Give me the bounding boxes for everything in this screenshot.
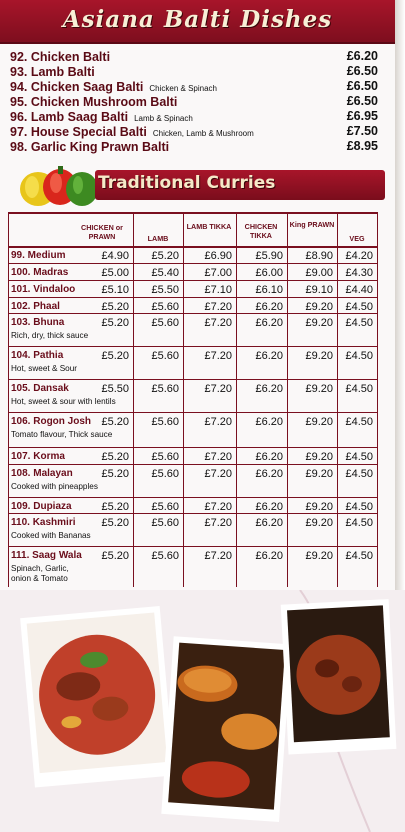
- price-cell: £4.50: [345, 468, 373, 480]
- list-item: [10, 109, 378, 124]
- dish-price: £6.95: [346, 109, 378, 123]
- column-header: LAMB TIKKA: [186, 222, 232, 231]
- dish-name: 100. Madras: [11, 267, 69, 278]
- table-divider: [8, 263, 378, 264]
- column-header: VEG: [349, 234, 365, 243]
- table-divider: [236, 212, 237, 587]
- price-cell: £4.20: [345, 250, 373, 262]
- dish-name: 99. Medium: [11, 250, 66, 261]
- price-cell: £5.60: [151, 383, 179, 395]
- table-divider: [377, 212, 378, 587]
- price-cell: £5.20: [101, 416, 129, 428]
- dish-price: £6.50: [346, 94, 378, 108]
- dish-description: Tomato flavour, Thick sauce: [11, 430, 113, 439]
- dish-name: 105. Dansak: [11, 383, 69, 394]
- curry-bowls-photo: [161, 636, 291, 822]
- dish-name: 98. Garlic King Prawn Balti: [10, 140, 170, 154]
- price-cell: £7.20: [204, 383, 232, 395]
- price-cell: £9.10: [305, 284, 333, 296]
- table-divider: [8, 246, 378, 248]
- price-cell: £5.60: [151, 501, 179, 513]
- dish-name: 111. Saag Wala: [11, 550, 82, 561]
- price-cell: £7.20: [204, 468, 232, 480]
- price-cell: £5.20: [151, 250, 179, 262]
- price-cell: £7.20: [204, 550, 232, 562]
- price-cell: £5.20: [101, 468, 129, 480]
- price-cell: £6.20: [255, 451, 283, 463]
- price-cell: £6.20: [255, 501, 283, 513]
- curry-dish-photo: [281, 599, 397, 754]
- price-cell: £4.50: [345, 550, 373, 562]
- table-divider: [8, 346, 378, 347]
- dish-description: Hot, sweet & sour with lentils: [11, 397, 116, 406]
- price-cell: £9.20: [305, 416, 333, 428]
- price-cell: £7.20: [204, 501, 232, 513]
- price-cell: £5.60: [151, 301, 179, 313]
- price-cell: £7.20: [204, 416, 232, 428]
- dish-name: 104. Pathia: [11, 350, 64, 361]
- dish-price: £8.95: [346, 139, 378, 153]
- price-cell: £9.20: [305, 350, 333, 362]
- dish-name: 94. Chicken Saag Balti: [10, 80, 144, 94]
- dish-description: Cooked with Bananas: [11, 531, 91, 540]
- table-divider: [8, 313, 378, 314]
- column-header: CHICKEN TIKKA: [244, 222, 278, 240]
- balti-list: [10, 49, 378, 154]
- price-cell: £9.20: [305, 468, 333, 480]
- price-cell: £4.90: [101, 250, 129, 262]
- price-cell: £5.20: [101, 517, 129, 529]
- table-divider: [8, 497, 378, 498]
- price-cell: £6.20: [255, 517, 283, 529]
- balti-section-title: Asiana Balti Dishes: [62, 6, 333, 33]
- list-item: [10, 139, 378, 154]
- price-cell: £5.50: [151, 284, 179, 296]
- price-cell: £4.40: [345, 284, 373, 296]
- table-divider: [8, 212, 9, 587]
- price-cell: £4.50: [345, 517, 373, 529]
- price-cell: £5.60: [151, 416, 179, 428]
- dish-name: 97. House Special Balti: [10, 125, 147, 139]
- price-cell: £4.50: [345, 301, 373, 313]
- column-header: LAMB: [147, 234, 169, 243]
- price-cell: £5.20: [101, 317, 129, 329]
- price-cell: £6.20: [255, 301, 283, 313]
- dish-description: Spinach, Garlic, onion & Tomato: [11, 564, 69, 583]
- price-cell: £9.20: [305, 301, 333, 313]
- dish-description: Cooked with pineapples: [11, 482, 98, 491]
- price-cell: £9.20: [305, 550, 333, 562]
- dish-name: 102. Phaal: [11, 301, 60, 312]
- dish-price: £6.50: [346, 64, 378, 78]
- price-cell: £6.20: [255, 416, 283, 428]
- price-cell: £9.00: [305, 267, 333, 279]
- dish-name: 107. Korma: [11, 451, 65, 462]
- table-divider: [8, 464, 378, 465]
- table-divider: [183, 212, 184, 587]
- dish-name: 110. Kashmiri: [11, 517, 76, 528]
- price-cell: £5.20: [101, 550, 129, 562]
- price-cell: £7.20: [204, 517, 232, 529]
- dish-note: Chicken & Spinach: [149, 84, 217, 93]
- table-divider: [8, 412, 378, 413]
- price-cell: £5.10: [101, 284, 129, 296]
- table-divider: [8, 212, 378, 214]
- price-cell: £4.50: [345, 451, 373, 463]
- price-cell: £8.90: [305, 250, 333, 262]
- list-item: [10, 64, 378, 79]
- dish-note: Lamb & Spinach: [134, 114, 193, 123]
- price-cell: £5.60: [151, 451, 179, 463]
- dish-price: £6.20: [346, 49, 378, 63]
- price-cell: £4.50: [345, 383, 373, 395]
- dish-name: 92. Chicken Balti: [10, 50, 111, 64]
- table-divider: [8, 447, 378, 448]
- price-cell: £9.20: [305, 317, 333, 329]
- price-cell: £4.50: [345, 350, 373, 362]
- table-divider: [8, 379, 378, 380]
- list-item: [10, 124, 378, 139]
- dish-description: Rich, dry, thick sauce: [11, 331, 89, 340]
- price-cell: £4.50: [345, 416, 373, 428]
- price-cell: £5.20: [101, 350, 129, 362]
- column-header: CHICKEN or PRAWN: [81, 223, 123, 241]
- price-cell: £5.20: [101, 501, 129, 513]
- list-item: [10, 49, 378, 64]
- price-cell: £6.20: [255, 383, 283, 395]
- price-cell: £9.20: [305, 451, 333, 463]
- price-cell: £4.50: [345, 501, 373, 513]
- table-divider: [8, 513, 378, 514]
- price-cell: £7.20: [204, 301, 232, 313]
- dish-price: £7.50: [346, 124, 378, 138]
- column-header: King PRAWN: [289, 220, 335, 229]
- price-cell: £7.20: [204, 317, 232, 329]
- tandoori-photo: [20, 606, 174, 788]
- price-cell: £6.90: [204, 250, 232, 262]
- price-cell: £5.20: [101, 301, 129, 313]
- dish-description: Hot, sweet & Sour: [11, 364, 77, 373]
- price-cell: £4.50: [345, 317, 373, 329]
- price-cell: £7.10: [204, 284, 232, 296]
- price-cell: £7.20: [204, 350, 232, 362]
- price-cell: £7.20: [204, 451, 232, 463]
- bell-peppers-icon: [18, 163, 100, 209]
- dish-price: £6.50: [346, 79, 378, 93]
- price-cell: £5.40: [151, 267, 179, 279]
- dish-name: 95. Chicken Mushroom Balti: [10, 95, 178, 109]
- price-cell: £5.90: [255, 250, 283, 262]
- price-cell: £6.00: [255, 267, 283, 279]
- table-divider: [8, 280, 378, 281]
- price-cell: £6.20: [255, 468, 283, 480]
- list-item: [10, 94, 378, 109]
- list-item: [10, 79, 378, 94]
- price-cell: £5.60: [151, 550, 179, 562]
- table-divider: [8, 546, 378, 547]
- price-cell: £9.20: [305, 383, 333, 395]
- price-cell: £4.30: [345, 267, 373, 279]
- price-cell: £9.20: [305, 501, 333, 513]
- price-cell: £6.10: [255, 284, 283, 296]
- price-cell: £5.20: [101, 451, 129, 463]
- dish-name: 108. Malayan: [11, 468, 73, 479]
- dish-name: 96. Lamb Saag Balti: [10, 110, 129, 124]
- price-cell: £6.20: [255, 350, 283, 362]
- dish-name: 93. Lamb Balti: [10, 65, 95, 79]
- table-divider: [8, 297, 378, 298]
- price-cell: £6.20: [255, 550, 283, 562]
- dish-name: 103. Bhuna: [11, 317, 65, 328]
- price-cell: £5.60: [151, 317, 179, 329]
- price-cell: £9.20: [305, 517, 333, 529]
- price-cell: £5.00: [101, 267, 129, 279]
- dish-name: 101. Vindaloo: [11, 284, 76, 295]
- dish-note: Chicken, Lamb & Mushroom: [152, 129, 254, 138]
- dish-name: 106. Rogon Josh: [11, 416, 92, 427]
- food-photos: [0, 590, 405, 832]
- dish-name: 109. Dupiaza: [11, 501, 72, 512]
- price-cell: £7.00: [204, 267, 232, 279]
- curries-section-title: Traditional Curries: [98, 173, 276, 193]
- price-cell: £5.60: [151, 350, 179, 362]
- price-cell: £5.60: [151, 468, 179, 480]
- table-divider: [287, 212, 288, 587]
- price-cell: £6.20: [255, 317, 283, 329]
- price-cell: £5.50: [101, 383, 129, 395]
- price-cell: £5.60: [151, 517, 179, 529]
